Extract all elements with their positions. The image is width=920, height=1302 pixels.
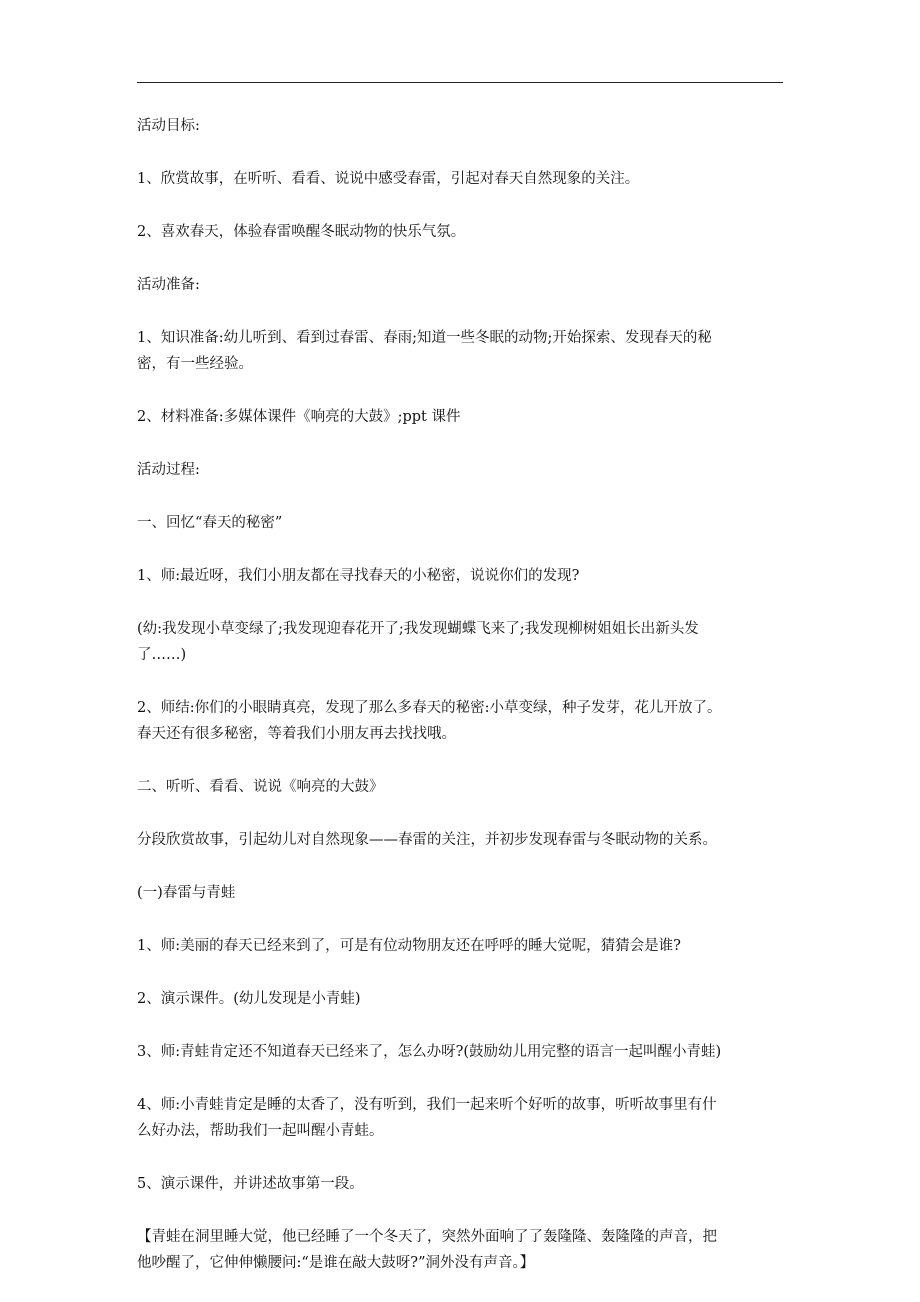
- heading-process: 活动过程:: [137, 462, 200, 478]
- subsection-1-item-3: 3、师:青蛙肯定还不知道春天已经来了，怎么办呀?(鼓励幼儿用完整的语言一起叫醒小青蛙): [137, 1044, 722, 1060]
- goal-item-2: 2、喜欢春天，体验春雷唤醒冬眠动物的快乐气氛。: [137, 224, 466, 240]
- section-1-item-1: 1、师:最近呀，我们小朋友都在寻找春天的小秘密，说说你们的发现?: [137, 568, 580, 584]
- header-rule: [137, 82, 783, 83]
- subsection-1-item-2: 2、演示课件。(幼儿发现是小青蛙): [137, 991, 361, 1007]
- children-responses: (幼:我发现小草变绿了;我发现迎春花开了;我发现蝴蝶飞来了;我发现柳树姐姐长出新头发 了……): [137, 621, 699, 663]
- heading-goals: 活动目标:: [137, 118, 200, 134]
- story-excerpt: 【青蛙在洞里睡大觉，他已经睡了一个冬天了，突然外面响了了轰隆隆、轰隆隆的声音，把 他吵醒了，它伸伸懒腰问:“是谁在敲大鼓呀?”洞外没有声音。】: [137, 1229, 717, 1271]
- goal-item-1: 1、欣赏故事，在听听、看看、说说中感受春雷，引起对春天自然现象的关注。: [137, 171, 640, 187]
- section-1-item-2: 2、师结:你们的小眼睛真亮，发现了那么多春天的秘密:小草变绿，种子发芽，花儿开放了。 春天还有很多秘密，等着我们小朋友再去找找哦。: [137, 700, 722, 742]
- section-1-title: 一、回忆“春天的秘密”: [137, 515, 283, 531]
- preparation-item-1: 1、知识准备:幼儿听到、看到过春雷、春雨;知道一些冬眠的动物;开始探索、发现春天的秘 密，有一些经验。: [137, 330, 712, 372]
- preparation-item-2: 2、材料准备:多媒体课件《响亮的大鼓》;ppt 课件: [137, 409, 461, 425]
- subsection-1-item-1: 1、师:美丽的春天已经来到了，可是有位动物朋友还在呼呼的睡大觉呢，猜猜会是谁?: [137, 938, 681, 954]
- subsection-1-item-5: 5、演示课件，并讲述故事第一段。: [137, 1176, 364, 1192]
- heading-preparation: 活动准备:: [137, 277, 200, 293]
- section-2-title: 二、听听、看看、说说《响亮的大鼓》: [137, 779, 384, 795]
- section-2-intro: 分段欣赏故事，引起幼儿对自然现象——春雷的关注，并初步发现春雷与冬眠动物的关系。: [137, 832, 717, 848]
- subsection-1-item-4: 4、师:小青蛙肯定是睡的太香了，没有听到，我们一起来听个好听的故事，听听故事里有什 么好办法，帮助我们一起叫醒小青蛙。: [137, 1097, 717, 1139]
- subsection-1-title: (一)春雷与青蛙: [137, 885, 236, 901]
- document-body: [137, 113, 787, 1276]
